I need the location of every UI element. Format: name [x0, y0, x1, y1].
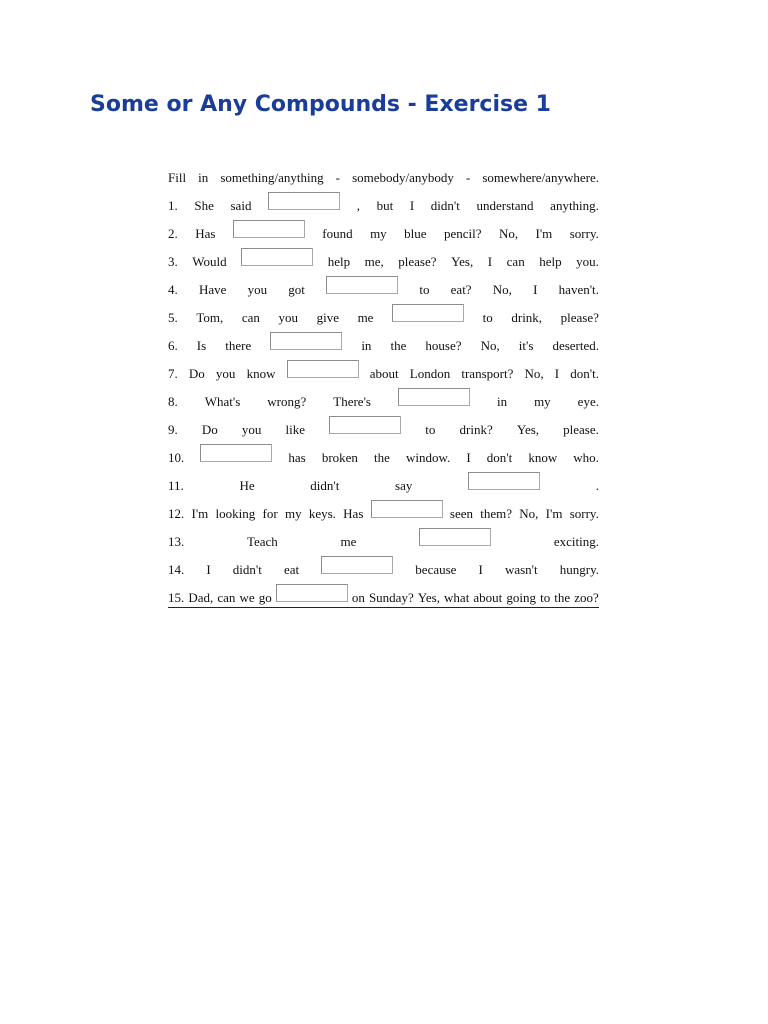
- word: said: [230, 198, 252, 213]
- word: I: [533, 282, 538, 297]
- word: London: [409, 366, 451, 381]
- word: No,: [480, 338, 500, 353]
- word: I: [409, 198, 415, 213]
- word: anything.: [550, 198, 599, 213]
- word: Yes,: [516, 422, 540, 437]
- word: eat?: [450, 282, 472, 297]
- word: Teach: [246, 534, 278, 549]
- word: sorry.: [569, 226, 599, 241]
- word: eat: [283, 562, 300, 577]
- sentence-line: [168, 410, 599, 438]
- word: somewhere/anywhere.: [482, 170, 599, 185]
- sentence-line: [168, 214, 599, 242]
- sentence-line: [168, 550, 599, 578]
- word: ,: [356, 198, 360, 213]
- word: understand: [476, 198, 534, 213]
- word: know: [528, 450, 558, 465]
- word: Do: [188, 366, 205, 381]
- word: can: [241, 310, 260, 325]
- answer-input-12[interactable]: [371, 500, 443, 518]
- word: 4.: [168, 282, 178, 297]
- word: 3.: [168, 254, 178, 269]
- answer-input-11[interactable]: [468, 472, 540, 490]
- word: house?: [425, 338, 462, 353]
- word: 7.: [168, 366, 178, 381]
- word: don't: [486, 450, 513, 465]
- answer-input-2[interactable]: [233, 220, 305, 238]
- word: I'm: [191, 506, 209, 521]
- word: haven't.: [558, 282, 599, 297]
- word: 13.: [168, 534, 185, 549]
- word: you: [241, 422, 262, 437]
- word: Dad,: [188, 590, 214, 605]
- word: me: [357, 310, 374, 325]
- word: There's: [333, 394, 371, 409]
- word: I: [206, 562, 211, 577]
- sentence-line: [168, 382, 599, 410]
- word: blue: [404, 226, 427, 241]
- word: help: [539, 254, 562, 269]
- word: .: [595, 478, 599, 493]
- word: my: [370, 226, 387, 241]
- word: can: [506, 254, 525, 269]
- sentence-list: [168, 186, 599, 608]
- word: Has: [343, 506, 364, 521]
- word: zoo?: [574, 590, 599, 605]
- answer-input-8[interactable]: [398, 388, 470, 406]
- word: give: [316, 310, 339, 325]
- word: in: [198, 170, 209, 185]
- word: something/anything: [220, 170, 324, 185]
- exercise-body: [168, 158, 599, 608]
- sentence-line: [168, 494, 599, 522]
- word: 11.: [168, 478, 184, 493]
- word: can: [217, 590, 236, 605]
- word: transport?: [461, 366, 514, 381]
- word: about: [473, 590, 503, 605]
- word: pencil?: [443, 226, 482, 241]
- word: -: [335, 170, 341, 185]
- word: going: [506, 590, 536, 605]
- word: because: [415, 562, 457, 577]
- word: didn't: [310, 478, 340, 493]
- answer-input-13[interactable]: [419, 528, 491, 546]
- answer-input-9[interactable]: [329, 416, 401, 434]
- word: No,: [492, 282, 512, 297]
- answer-input-15[interactable]: [276, 584, 348, 602]
- answer-input-4[interactable]: [326, 276, 398, 294]
- word: looking: [215, 506, 256, 521]
- sentence-line: [168, 270, 599, 298]
- sentence-line: [168, 186, 599, 214]
- word: you.: [576, 254, 599, 269]
- word: has: [288, 450, 306, 465]
- word: didn't: [430, 198, 460, 213]
- word: keys.: [308, 506, 336, 521]
- word: 6.: [168, 338, 178, 353]
- word: I: [466, 450, 471, 465]
- word: No,: [519, 506, 539, 521]
- answer-input-3[interactable]: [241, 248, 313, 266]
- word: please?: [398, 254, 437, 269]
- word: to: [425, 422, 436, 437]
- word: I: [478, 562, 483, 577]
- word: Sunday?: [368, 590, 414, 605]
- word: you: [215, 366, 236, 381]
- word: 2.: [168, 226, 178, 241]
- word: in: [496, 394, 508, 409]
- word: eye.: [577, 394, 599, 409]
- word: for: [262, 506, 278, 521]
- sentence-line: [168, 522, 599, 550]
- word: to: [540, 590, 551, 605]
- word: you: [247, 282, 268, 297]
- word: who.: [573, 450, 599, 465]
- answer-input-14[interactable]: [321, 556, 393, 574]
- word: to: [419, 282, 430, 297]
- word: me,: [364, 254, 384, 269]
- word: drink,: [511, 310, 543, 325]
- answer-input-1[interactable]: [268, 192, 340, 210]
- word: me: [340, 534, 357, 549]
- word: Fill: [168, 170, 187, 185]
- word: to: [482, 310, 493, 325]
- word: 14.: [168, 562, 185, 577]
- sentence-line: [168, 466, 599, 494]
- word: drink?: [459, 422, 493, 437]
- word: go: [258, 590, 272, 605]
- word: 12.: [168, 506, 185, 521]
- word: Do: [201, 422, 218, 437]
- word: seen: [449, 506, 473, 521]
- instructions-line: [168, 158, 599, 186]
- word: No,: [498, 226, 519, 241]
- word: wrong?: [267, 394, 307, 409]
- word: like: [285, 422, 306, 437]
- word: help: [327, 254, 351, 269]
- page-title: Some or Any Compounds - Exercise 1: [90, 92, 551, 117]
- word: exciting.: [553, 534, 599, 549]
- word: the: [390, 338, 407, 353]
- word: hungry.: [559, 562, 599, 577]
- word: somebody/anybody: [352, 170, 454, 185]
- word: I: [554, 366, 560, 381]
- answer-input-10[interactable]: [200, 444, 272, 462]
- word: but: [376, 198, 394, 213]
- word: got: [288, 282, 305, 297]
- word: know: [246, 366, 276, 381]
- word: Would: [192, 254, 227, 269]
- word: in: [361, 338, 372, 353]
- word: please.: [563, 422, 599, 437]
- word: on: [351, 590, 365, 605]
- word: didn't: [232, 562, 262, 577]
- word: please?: [560, 310, 599, 325]
- sentence-line: [168, 354, 599, 382]
- word: I'm: [545, 506, 563, 521]
- word: She: [194, 198, 214, 213]
- word: 1.: [168, 198, 178, 213]
- word: don't.: [570, 366, 599, 381]
- word: 9.: [168, 422, 178, 437]
- word: -: [465, 170, 471, 185]
- word: Yes,: [417, 590, 440, 605]
- sentence-line: [168, 242, 599, 270]
- word: the: [374, 450, 390, 465]
- answer-input-5[interactable]: [392, 304, 464, 322]
- word: 8.: [168, 394, 178, 409]
- word: 10.: [168, 450, 185, 465]
- word: What's: [204, 394, 241, 409]
- word: Is: [196, 338, 207, 353]
- word: it's: [518, 338, 534, 353]
- sentence-line: [168, 578, 599, 608]
- word: we: [239, 590, 255, 605]
- word: I'm: [535, 226, 553, 241]
- word: Yes,: [451, 254, 474, 269]
- word: 5.: [168, 310, 178, 325]
- word: I: [487, 254, 493, 269]
- word: 15.: [168, 590, 185, 605]
- word: deserted.: [552, 338, 599, 353]
- word: He: [239, 478, 255, 493]
- word: say: [395, 478, 413, 493]
- answer-input-6[interactable]: [270, 332, 342, 350]
- word: No,: [524, 366, 544, 381]
- word: sorry.: [569, 506, 599, 521]
- sentence-line: [168, 438, 599, 466]
- sentence-line: [168, 298, 599, 326]
- word: them?: [480, 506, 513, 521]
- sentence-line: [168, 326, 599, 354]
- word: you: [278, 310, 298, 325]
- word: my: [534, 394, 551, 409]
- word: Has: [195, 226, 216, 241]
- word: Tom,: [196, 310, 224, 325]
- answer-input-7[interactable]: [287, 360, 359, 378]
- word: what: [444, 590, 470, 605]
- word: window.: [405, 450, 451, 465]
- word: there: [225, 338, 252, 353]
- word: Have: [198, 282, 227, 297]
- word: my: [284, 506, 302, 521]
- word: found: [322, 226, 353, 241]
- word: wasn't: [504, 562, 538, 577]
- word: the: [554, 590, 571, 605]
- word: about: [369, 366, 399, 381]
- word: broken: [321, 450, 358, 465]
